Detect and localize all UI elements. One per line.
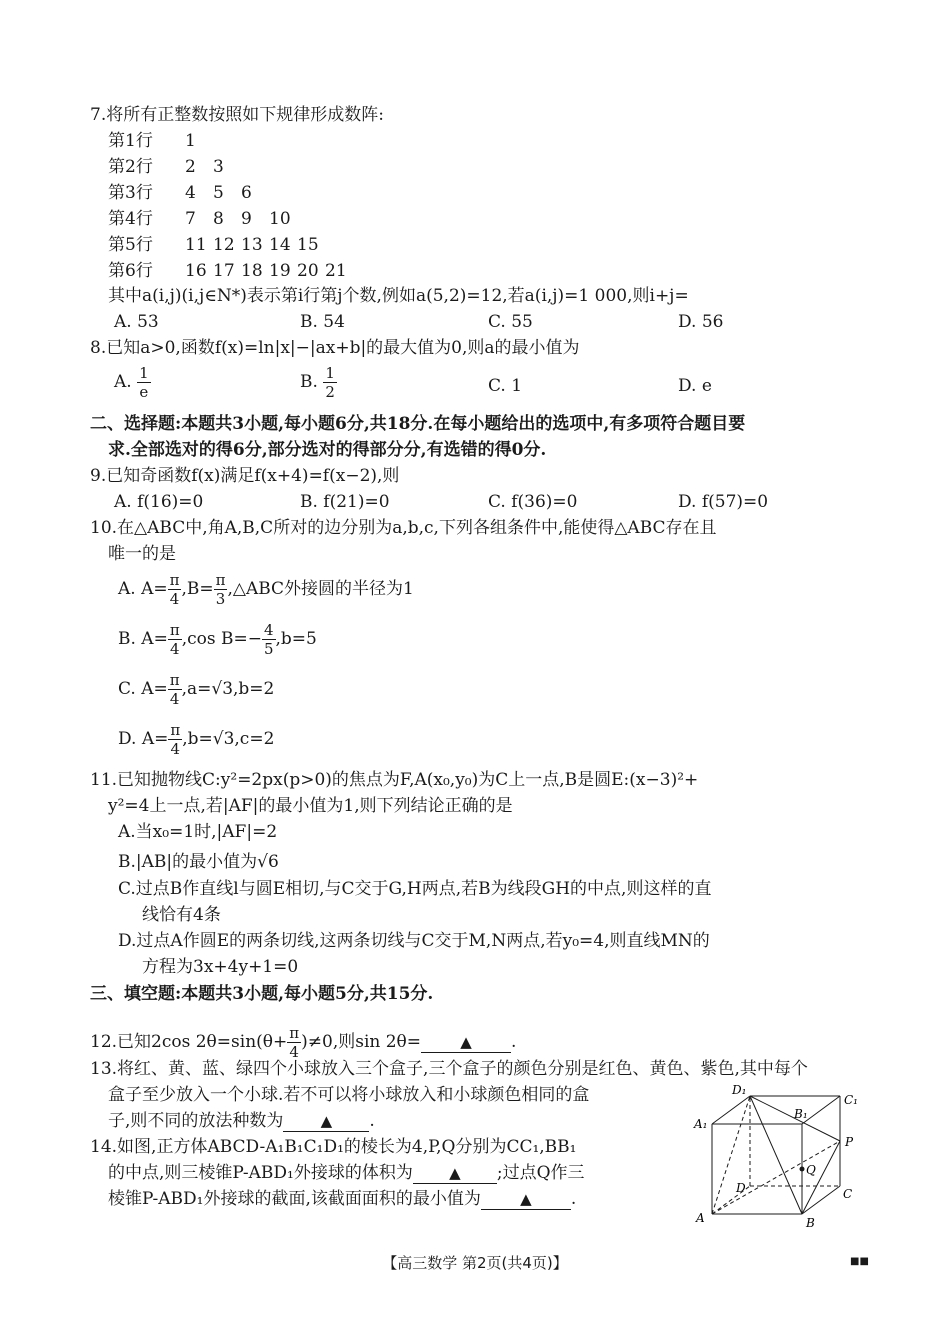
q10-stem-line2: 唯一的是 <box>108 544 176 564</box>
q10-option-b: B. A= $\frac{\pi}{4}$ ,cos B=− $\frac{4}{5}$ ,b=5 <box>118 621 317 658</box>
q7-row-number: 19 <box>269 261 291 281</box>
q11-option-d-line2: 方程为3x+4y+1=0 <box>142 957 299 977</box>
label-p: P <box>845 1135 854 1149</box>
page-footer: 【高三数学 第2页(共4页)】 <box>382 1254 568 1272</box>
q7-row-number: 4 <box>185 183 196 203</box>
q7-row-number: 10 <box>269 209 291 229</box>
label-a1: A₁ <box>694 1117 708 1131</box>
q10-option-a: A. A= $\frac{\pi}{4}$ ,B= $\frac{\pi}{3}$ ,△ABC外接圆的半径为1 <box>118 571 414 608</box>
q14-answer-blank-2[interactable]: ▲ <box>481 1189 571 1210</box>
q7-row-number: 7 <box>185 209 196 229</box>
q7-row-label: 第6行 <box>108 261 153 281</box>
q14-line3: 棱锥P-ABD₁外接球的截面,该截面面积的最小值为 ▲ . <box>108 1189 577 1209</box>
q11-stem-line2: y²=4上一点,若|AF|的最小值为1,则下列结论正确的是 <box>108 796 513 816</box>
edge-a1d1 <box>712 1096 750 1124</box>
q7-row-number: 1 <box>185 131 196 151</box>
q12-answer-blank[interactable]: ▲ <box>421 1032 511 1053</box>
page-mark: ■■ <box>850 1256 869 1267</box>
q7-row-number: 16 <box>185 261 207 281</box>
q12-text: 12.已知2cos 2θ=sin(θ+ $\frac{\pi}{4}$ )≠0,则sin 2θ= ▲ . <box>90 1024 517 1061</box>
q11-option-b: B.|AB|的最小值为√6 <box>118 852 279 872</box>
label-c: C <box>843 1187 853 1201</box>
q8-option-a: A. $\frac{1}{e}$ <box>114 364 149 401</box>
q7-row-label: 第5行 <box>108 235 153 255</box>
q7-row-label: 第1行 <box>108 131 153 151</box>
q9-stem: 9.已知奇函数f(x)满足f(x+4)=f(x−2),则 <box>90 466 400 486</box>
q8-option-b: B. $\frac{1}{2}$ <box>300 364 335 401</box>
label-d1: D₁ <box>732 1083 747 1097</box>
q7-row-number: 6 <box>241 183 252 203</box>
q11-option-c-line2: 线恰有4条 <box>142 905 221 925</box>
edge-b1c1 <box>802 1096 840 1124</box>
q13-line3: 子,则不同的放法种数为 ▲ . <box>108 1111 375 1131</box>
q7-row-number: 15 <box>297 235 319 255</box>
q7-text: 其中a(i,j)(i,j∈N*)表示第i行第j个数,例如a(5,2)=12,若a(i,j)=1 000,则i+j= <box>108 286 689 306</box>
q7-row-number: 2 <box>185 157 196 177</box>
q13-answer-blank[interactable]: ▲ <box>283 1111 369 1132</box>
q7-row-number: 11 <box>185 235 207 255</box>
q7-row-number: 3 <box>213 157 224 177</box>
label-b1: B₁ <box>794 1107 808 1121</box>
q14-line1: 14.如图,正方体ABCD-A₁B₁C₁D₁的棱长为4,P,Q分别为CC₁,BB₁ <box>90 1137 577 1157</box>
edge-bc <box>802 1186 840 1214</box>
q7-row-number: 12 <box>213 235 235 255</box>
edge-bp <box>802 1141 840 1214</box>
q7-row-label: 第4行 <box>108 209 153 229</box>
q11-stem-line1: 11.已知抛物线C:y²=2px(p>0)的焦点为F,A(x₀,y₀)为C上一点,B是圆E:(x−3)²+ <box>90 770 699 790</box>
q9-option-c: C. f(36)=0 <box>488 492 578 512</box>
q9-option-b: B. f(21)=0 <box>300 492 390 512</box>
section2-heading-line2: 求.全部选对的得6分,部分选对的得部分分,有选错的得0分. <box>108 440 547 460</box>
q7-row-number: 14 <box>269 235 291 255</box>
q13-line2: 盒子至少放入一个小球.若不可以将小球放入和小球颜色相同的盒 <box>108 1085 590 1105</box>
q14-line2: 的中点,则三棱锥P-ABD₁外接球的体积为 ▲ ;过点Q作三 <box>108 1163 585 1183</box>
q7-option-b: B. 54 <box>300 312 345 332</box>
section2-heading-line1: 二、选择题:本题共3小题,每小题6分,共18分.在每小题给出的选项中,有多项符合题目要 <box>90 414 746 434</box>
q13-line1: 13.将红、黄、蓝、绿四个小球放入三个盒子,三个盒子的颜色分别是红色、黄色、紫色,其中每个 <box>90 1059 808 1079</box>
section3-heading: 三、填空题:本题共3小题,每小题5分,共15分. <box>90 984 434 1004</box>
q9-option-a: A. f(16)=0 <box>114 492 204 512</box>
q7-row-number: 9 <box>241 209 252 229</box>
q8-stem: 8.已知a>0,函数f(x)=ln|x|−|ax+b|的最大值为0,则a的最小值为 <box>90 338 580 358</box>
q7-row-number: 17 <box>213 261 235 281</box>
q7-option-a: A. 53 <box>114 312 159 332</box>
edge-ad1 <box>712 1096 750 1214</box>
q14-answer-blank-1[interactable]: ▲ <box>413 1163 497 1184</box>
label-c1: C₁ <box>844 1093 858 1107</box>
label-q: Q <box>806 1163 816 1177</box>
q11-option-c-line1: C.过点B作直线l与圆E相切,与C交于G,H两点,若B为线段GH的中点,则这样的直 <box>118 879 712 899</box>
label-b: B <box>806 1216 815 1230</box>
q7-row-number: 8 <box>213 209 224 229</box>
label-a: A <box>696 1211 705 1225</box>
label-d: D <box>736 1181 746 1195</box>
q7-row-number: 13 <box>241 235 263 255</box>
q7-row-label: 第3行 <box>108 183 153 203</box>
q7-row-number: 5 <box>213 183 224 203</box>
q7-row-number: 20 <box>297 261 319 281</box>
q11-option-d-line1: D.过点A作圆E的两条切线,这两条切线与C交于M,N两点,若y₀=4,则直线MN的 <box>118 931 710 951</box>
cube-figure <box>690 1080 870 1230</box>
q9-option-d: D. f(57)=0 <box>678 492 769 512</box>
q7-option-c: C. 55 <box>488 312 533 332</box>
q8-option-d: D. e <box>678 376 712 396</box>
q7-row-number: 21 <box>325 261 347 281</box>
q7-option-d: D. 56 <box>678 312 724 332</box>
q7-row-label: 第2行 <box>108 157 153 177</box>
q8-option-c: C. 1 <box>488 376 523 396</box>
q7-row-number: 18 <box>241 261 263 281</box>
q10-option-c: C. A= $\frac{\pi}{4}$ ,a=√3,b=2 <box>118 671 275 708</box>
q10-option-d: D. A= $\frac{\pi}{4}$ ,b=√3,c=2 <box>118 721 275 758</box>
q11-option-a: A.当x₀=1时,|AF|=2 <box>118 822 278 842</box>
q7-stem: 7.将所有正整数按照如下规律形成数阵: <box>90 105 384 125</box>
q10-stem-line1: 10.在△ABC中,角A,B,C所对的边分别为a,b,c,下列各组条件中,能使得△ABC存在且 <box>90 518 717 538</box>
point-q <box>800 1167 805 1172</box>
